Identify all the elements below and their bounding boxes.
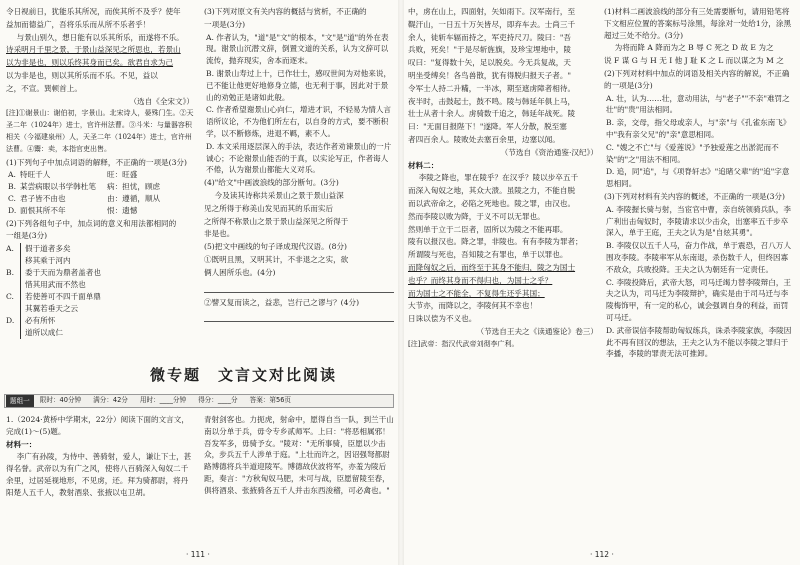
material-1-label: 材料一： (6, 439, 37, 449)
text-line: 而深入匈奴之地，其众大溃。虽陵之力，不能自脱 (408, 186, 576, 196)
text-line: 夜半时，击鼓起士，鼓不鸣。陵与韩延年俱上马， (408, 96, 576, 106)
material-1-text-cont: 青射剑客也。力扼虎，射命中，愿得自当一队，到兰干山南以分单于兵，毋令专乡贰师军。上曰："将恶相属邪！吾发军多，毋骑予女。"陵对："无所事骑，臣愿以少击众，步兵五千人涉单于庭。"上壮而许之，因诏强弩都尉路博德将兵半道迎陵军。博德故伏波将军，亦羞为陵后距，奏言："方秋匈奴马肥，未可与战，臣愿留陵至春，俱将酒泉、张掖骑各五千人并击东西浚稽，可必禽也。" (204, 415, 394, 495)
question-3-cont: 一项是(3分) (204, 19, 246, 29)
text-line: 也乎？而终其身而不得归也，为国士之乎？ (408, 275, 553, 285)
left-column-1 (6, 6, 194, 371)
option: C. 李陵投降后，武帝大怒，司马迁竭力替李陵辩白，王夫之认为，司马迁为李陵辩护，确实是由于司马迁与李陵梅饰甲，有一定的私心，诚会强调自身的利益，而罚可马迁。 (606, 277, 792, 322)
material-1-text: 李广有孙陵，为侍中、善骑射，爱人，谦让下士，甚得名誉。武帝以为有广之风，使将八百骑深入匈奴二千余里，过居延视地形，不见虏，还。拜为骑都尉，将丹阳楚人五千人，教射酒泉、张掖以屯卫胡。 (6, 452, 192, 497)
answer-line[interactable] (204, 281, 394, 293)
breakpoint-line: 说 F 谋 G 与 H 无 I 他 J 耻 K 之 L 而以谋之为 M 之 (604, 56, 784, 66)
left-bottom-col-2 (204, 414, 394, 546)
option: C. 作者希望谢景山心向仁，增进才识，不轻易为情人言语所议论，不为他们所左右，以自身的方式，要不断积学，以不断修炼，进退不羁，素不人。 (206, 105, 392, 138)
option-pair: A. 假于道者多矣 移其乘于河内 (6, 244, 71, 266)
text-line: 益加而德益广，吾将乐乐而从所不乐者乎！ (6, 19, 151, 29)
question-2-cont: 一组是(3分) (6, 231, 48, 241)
book-gutter (398, 0, 404, 565)
text-line: 见之所得于称美山发见而其的乐而实后 (204, 203, 334, 213)
question-5-1: ①既明且黑，又明其计，不非退之之实，欲 (204, 254, 349, 264)
time-limit: 限时：40分钟 (39, 396, 82, 405)
source-line: （节选自王夫之《读通鉴论》卷三） (476, 326, 598, 336)
text-line: 中，虏在山上，四面射，矢如雨下。汉军南行，至 (408, 7, 576, 16)
text-line: 以为非是也，则以其所乐而不乐。不见，益以 (6, 70, 158, 80)
text-line: 曰："无面目报陛下！"遂降。军人分散，脱至塞 (408, 122, 567, 132)
text-line: 壮士从者十余人。虏骑数千追之，韩延年战死。陵 (408, 109, 576, 119)
text-line: 与景山别久，想日能有以乐其所乐，而遂将不乐。 (16, 32, 184, 42)
option: D. 武帝误信李陵帮助匈奴练兵，诛杀李陵家族，李陵因此不再有回汉的想法，王夫之认为不能以李陵之罪归于李播，李陵的罪责无法可推卸。 (606, 325, 792, 359)
text-line: 叹曰："复得数十矢，足以脱矣。今无兵复战，天 (408, 58, 571, 68)
question-3: (3)下列对材料有关内容的概述，不正确的一项是(3分) (604, 191, 785, 201)
answer-line[interactable] (204, 310, 394, 322)
page-number-left: · 111 · (186, 550, 210, 559)
option: A. 李陵握长骑与射，当宦官中曹，亲自统领骑兵队，李广利出击匈奴时，李陵请求以少击众，出塞率五千步卒深入，单于王庭，王夫之认为是"自炫其勇"。 (606, 204, 791, 238)
section-title: 微专题 文言文对比阅读 (150, 366, 338, 384)
text-line: 陵有以报汉也。降之罪，非陵也。有有李陵为罪者； (408, 237, 583, 247)
text-line: 今及读其诗称共采景山之景于景山益深 (214, 190, 344, 200)
text-line: 令军士人持二升糒，一半冰，期至遮虏障者相待。 (408, 83, 576, 93)
right-column-2 (604, 6, 794, 546)
text-line: 李陵之降也，罪在陵乎？在汉乎？陵以步卒五千 (418, 173, 579, 183)
option-row: D. 面恨其所不年 恨：遗憾 (8, 205, 138, 215)
note: [注]武帝：指汉代武帝刘彻李广利。 (408, 339, 519, 348)
text-line: 明坐受缚矣！各鸟兽散，犹有得脱归报天子者。" (408, 70, 571, 80)
text-line: 鞮汗山，一日五十万矢皆尽，即弃车去。士尚三千 (408, 19, 576, 29)
text-line: 而降匈奴之后，而终至于其身不能归，陵之为国士 (408, 262, 576, 272)
breakpoint-line: 为将而降 A 降而为之 B 辱 C 死之 D 故 E 为之 (614, 43, 774, 53)
question-1: (1)材料二画波浪线的部分有三处需要断句，请用铅笔将下文相应位置的答案标号涂黑，每涂对一处给1分，涂黑超过三处不给分。(3分) (604, 7, 792, 40)
option-row: B. 某尝病眼以书学韩杜笔 病：担忧，顾虑 (8, 182, 161, 192)
option: C. "嫂之不亡"与《爱莲说》"予独爱莲之出淤泥而不染"的"之"用法不相同。 (606, 142, 779, 164)
question-intro: 1.（2024·黄桥中学期末，22分）阅读下面的文言文，完成(1)～(5)题。 (6, 415, 189, 436)
source-line: （选自《全宋文》） (129, 96, 194, 106)
text-line: 然而李陵以败为降，于义不可以无罪也。 (408, 211, 545, 221)
question-5: (5)把文中画线的句子译成现代汉语。(8分) (204, 242, 348, 252)
right-column-1 (408, 6, 598, 546)
text-line: 余人，徒斩车辐而持之，军吏持尺刀。陵曰："吾 (408, 32, 571, 42)
note: [注]①谢景山：谢伯初，字景山。北宋诗人，晏殊门生。②天圣二年（1024年）进士，官许州法曹。③斗米：与量器容积相关（今福建泉州）人，天圣二年（1024年）进士，官许州法曹。④鬻：卖，本指官吏出售。 (6, 109, 194, 153)
answer-ref: 答案：第56页 (249, 396, 291, 405)
question-2: (2)下列对材料中加点的词语及相关内容的解说，不正确的一项是(3分) (604, 68, 790, 90)
option: A. 作者认为，"道"是"文"的根本，"文"是"道"的外在表现。谢景山沉潜文辞，倒置文道的关系，认为文辞可以流传，抛弃现实，舍本而逐末。 (206, 32, 389, 66)
option-row: C. 君子皆不由也 由：遵循，顺从 (8, 193, 161, 203)
text-line: 非是也。 (204, 229, 235, 239)
text-line: 以为非是也，则以乐终其身而已矣。欲君自求为己 (6, 58, 174, 68)
full-score: 满分：42分 (93, 396, 128, 405)
left-bottom-col-1 (6, 414, 194, 546)
source-line: （节选自《资治通鉴·汉纪》） (500, 147, 598, 157)
question-5-2: ②譬又复而读之，益悲，岂行己之谬与？(4分) (204, 297, 360, 307)
text-line: 令日视前日，犹能乐其所况，而俟其所不及乎？使年 (6, 7, 181, 16)
score-got: 得分：____分 (198, 396, 238, 405)
text-line: 日诛以偿为不义也。 (408, 314, 477, 324)
option: B. 亲，交母，指父母或亲人，与"亲"与《孔雀东南飞》中"我有亲父兄"的"亲"意思相同。 (606, 118, 791, 139)
text-line: 大节亦，而降以之，李陵何其不幸也！ (408, 301, 538, 311)
option: B. 谢景山寿过上十，已作壮士，感叹世间为对他来说，已不能让他更好地修身立德，也无利于事，因此对于景山的劝勉正是诸如此般。 (206, 68, 392, 102)
text-line: 而为国士之不能全，不复得生还乎其国； (408, 288, 545, 298)
left-column-2 (204, 6, 394, 368)
text-line: 而以武帝命之，必陷之死地也。陵之罪，由汉也。 (408, 198, 576, 208)
option-pair: D. 必有所怀 道所以成仁 (6, 316, 63, 338)
text-line: 之，不宣。巽顿首上。 (6, 83, 82, 93)
option-row: A. 特旺千人 旺：旺盛 (8, 170, 138, 180)
time-used: 用时：____分钟 (139, 396, 187, 405)
material-2-label: 材料二： (408, 160, 439, 170)
option: D. 本文采用逐层深入的手法，表达作者劝谏景山的一片诚心；不论谢景山能否的于真，以实论写正，作者诲人不倦，认为谢景山都能大义对乐。 (206, 141, 392, 175)
option: D. 追，同"追"，与《项脊轩志》"追睹父辈"的"追"字意思相同。 (606, 167, 790, 189)
page-number-right: · 112 · (590, 550, 614, 559)
text-line: 诗采明月千里之景，于景山益深见之所思也，若景山 (6, 45, 181, 55)
question-1: (1)下列句子中加点词语的解释，不正确的一项是(3分) (6, 157, 187, 167)
text-line: 者四百余人。陵败处去塞百余里，边塞以闻。 (408, 134, 560, 144)
option-pair: B. 委于天而为鼎者盖者也 惜其用武而不然也 (6, 268, 101, 290)
option: A. 壮，认为……壮，意动用法，与"老子""不亲"难罚之壮"的"贵"用法相同。 (606, 93, 790, 115)
question-2: (2)下列各组句子中，加点词的意义和用法都相同的 (6, 218, 177, 228)
meta-bar (4, 394, 394, 408)
option-pair: C. 若使善可不四千面单鼎 其翼若垂天之云 (6, 292, 101, 314)
text-line: 所谓陵与死也，吾知陵之有罪也，单于以罪也。 (408, 250, 568, 260)
question-5-1-cont: 俩人困所乐也。(4分) (204, 267, 276, 277)
text-line: 之所得不称景山之景于景山益深见之所得于 (204, 216, 349, 226)
text-line: 兵败，死矣！"于是尽斩旌旗，及珍宝埋地中，陵 (408, 45, 571, 55)
option: B. 李陵仅以五千人马，奋力作战，单于震恐，召八万人围攻李陵。李陵率军从东南退，杀伤数千人，但终因寡不敌众，兵败投降。王夫之认为朝廷有一定责任。 (606, 241, 792, 274)
question-4: (4)"给文"中画波浪线的部分断句。(3分) (204, 178, 339, 188)
text-line: 然则单于立于二臣者，固所以为陵之不能再耶。 (408, 224, 568, 234)
group-tag: 题组一 (6, 395, 34, 407)
question-3: (3)下列对原文有关内容的概括与赏析，不正确的 (204, 7, 367, 16)
